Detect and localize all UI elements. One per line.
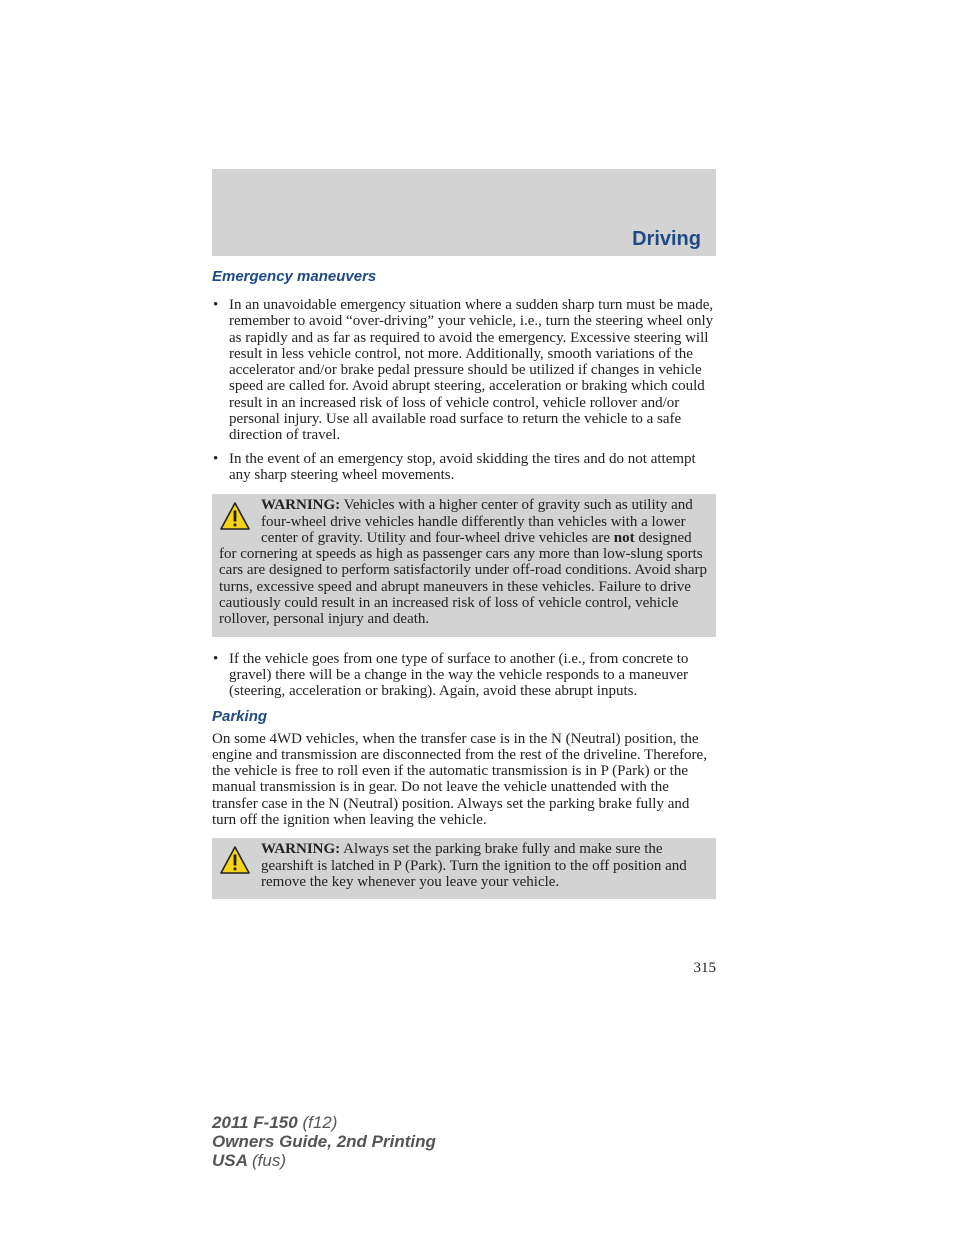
footer-model: 2011 F-150 [212, 1113, 298, 1132]
emergency-maneuvers-heading: Emergency maneuvers [212, 268, 377, 285]
bullet-item [212, 451, 716, 484]
warning-label: WARNING: [261, 497, 341, 514]
warning-box [212, 838, 716, 899]
bullet-text: If the vehicle goes from one type of surface to another (i.e., from concrete to gravel) there will be a change in the way the vehicle responds to a maneuver (steering, acceleration or braking). Again, avoid these abrupt inputs. [229, 650, 689, 700]
bullet-item [212, 297, 716, 444]
warning-triangle-icon [219, 845, 251, 875]
warning-emphasis: not [613, 529, 635, 546]
bullet-text: In an unavoidable emergency situation where a sudden sharp turn must be made, remember to avoid “over-driving” your vehicle, i.e., turn the steering wheel only as rapidly and as far as required to avoid the emergency. Excessive steering will result in less vehicle control, not more. Additionally, smooth variations of the accelerator and/or brake pedal pressure should be utilized if changes in vehicle speed are called for. Avoid abrupt steering, acceleration or braking which could result in an increased risk of loss of vehicle control, vehicle rollover and/or personal injury. Use all available road surface to return the vehicle to a safe direction of travel. [229, 297, 714, 444]
warning-triangle-icon [219, 501, 251, 531]
parking-paragraph: On some 4WD vehicles, when the transfer case is in the N (Neutral) position, the engine and transmission are disconnected from the rest of the driveline. Therefore, the vehicle is free to roll even if the automatic transmission is in P (Park) or the manual transmission is in gear. Do not leave the vehicle unattended with the transfer case in the N (Neutral) position. Always set the parking brake fully and turn off the ignition when leaving the vehicle. [212, 730, 707, 829]
parking-heading: Parking [212, 707, 268, 725]
footer-line-model [212, 1113, 436, 1132]
bullet-item [212, 651, 716, 700]
document-footer [212, 1113, 436, 1170]
section-title: Driving [632, 228, 701, 250]
footer-model-code: (f12) [302, 1113, 338, 1132]
warning-text: Vehicles with a higher center of gravity such as utility and four-wheel drive vehicles handle differently than vehicles with a lower center of gravity. Utility and four-wheel drive vehicles are [261, 497, 693, 546]
warning-text: Always set the parking brake fully and make sure the gearshift is latched in P (Park). Turn the ignition to the off position and remove the key whenever you leave your vehicle. [261, 841, 687, 890]
footer-line-market [212, 1151, 436, 1170]
page-content [212, 268, 716, 899]
footer-market: USA [212, 1151, 248, 1170]
warning-label: WARNING: [261, 841, 341, 858]
footer-guide-title: Owners Guide, 2nd Printing [212, 1132, 436, 1151]
warning-text: designed for cornering at speeds as high as passenger cars any more than low-slung sports cars are designed to perform satisfactorily under off-road conditions. Avoid sharp turns, excessive speed and abrupt maneuvers in these vehicles. Failure to drive cautiously could result in an increased risk of loss of vehicle control, vehicle rollover, personal injury and death. [219, 529, 708, 628]
page-number: 315 [693, 960, 716, 976]
footer-market-code: (fus) [252, 1151, 286, 1170]
section-header-band [212, 169, 716, 256]
warning-box [212, 494, 716, 636]
bullet-text: In the event of an emergency stop, avoid skidding the tires and do not attempt any sharp steering wheel movements. [229, 450, 696, 483]
